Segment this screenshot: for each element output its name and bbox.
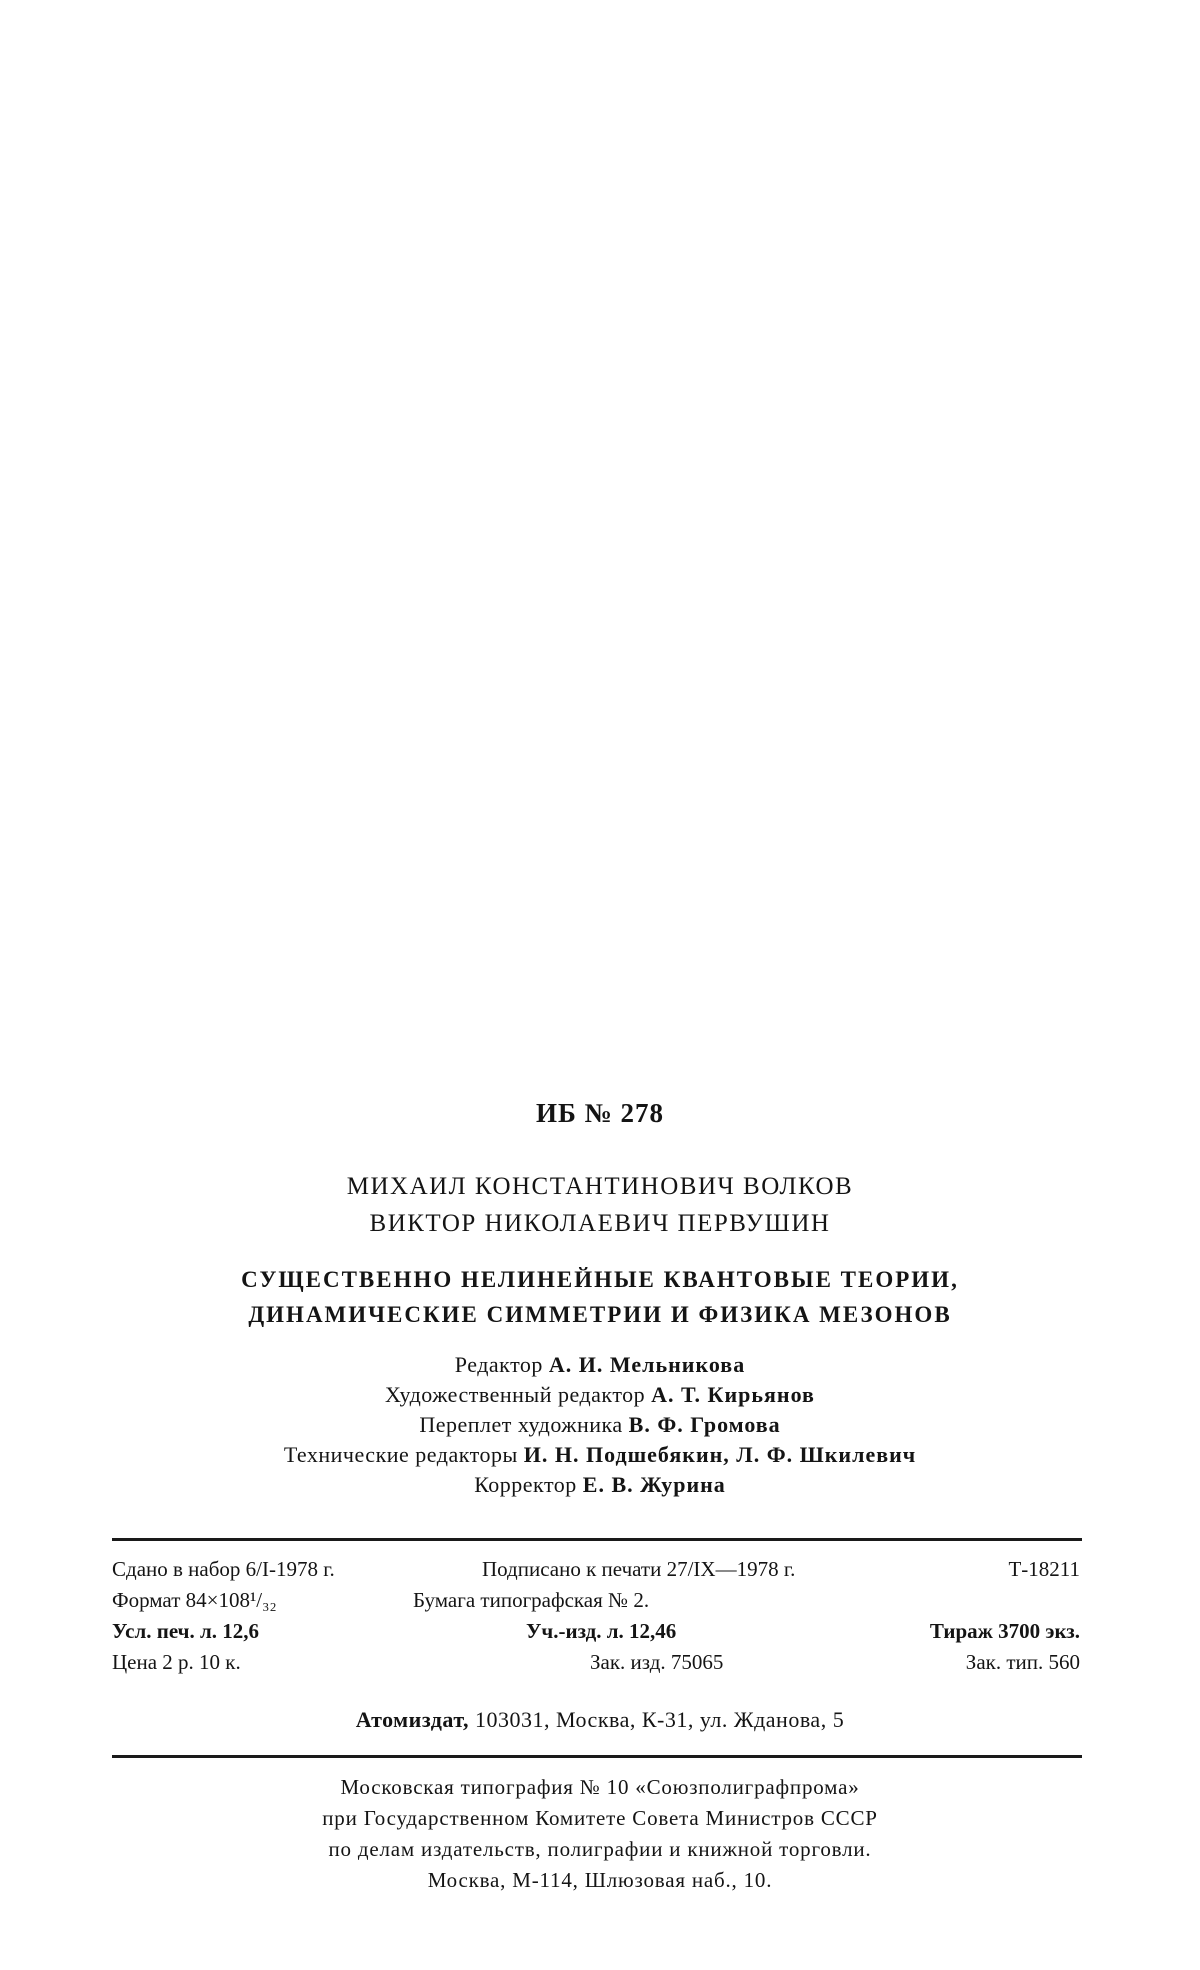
license-code: Т-18211 <box>1008 1557 1080 1581</box>
credit-role: Технические редакторы <box>283 1442 518 1467</box>
author-name: МИХАИЛ КОНСТАНТИНОВИЧ ВОЛКОВ <box>346 1173 854 1200</box>
printer-block <box>0 1772 1200 1896</box>
publisher-address: 103031, Москва, К-31, ул. Жданова, 5 <box>475 1707 845 1732</box>
credit-role: Редактор <box>454 1352 543 1377</box>
title-line: ДИНАМИЧЕСКИЕ СИММЕТРИИ И ФИЗИКА МЕЗОНОВ <box>248 1302 952 1327</box>
credit-role: Переплет художника <box>419 1412 623 1437</box>
paper-type: Бумага типографская № 2. <box>413 1588 650 1612</box>
bottom-divider <box>112 1755 1082 1758</box>
print-run: Тираж 3700 экз. <box>929 1619 1080 1643</box>
title-line: СУЩЕСТВЕННО НЕЛИНЕЙНЫЕ КВАНТОВЫЕ ТЕОРИИ, <box>241 1267 959 1292</box>
publisher-order: Зак. изд. 75065 <box>590 1650 724 1674</box>
credit-tech-editors <box>0 1440 1200 1470</box>
credit-proofreader <box>0 1470 1200 1500</box>
ib-number: ИБ № 278 <box>536 1098 664 1128</box>
publisher-sheets: Уч.-изд. л. 12,46 <box>526 1619 677 1643</box>
credit-person: А. И. Мельникова <box>548 1352 746 1377</box>
price: Цена 2 р. 10 к. <box>112 1650 241 1674</box>
printer-line: Московская типография № 10 «Союзполиграфпрома» <box>340 1775 860 1799</box>
credit-role: Корректор <box>474 1472 577 1497</box>
credit-art-editor <box>0 1380 1200 1410</box>
credit-editor <box>0 1350 1200 1380</box>
print-sign-date: Подписано к печати 27/IX—1978 г. <box>482 1557 796 1581</box>
printer-line: по делам издательств, полиграфии и книжной торговли. <box>328 1837 872 1861</box>
printer-line: при Государственном Комитете Совета Министров СССР <box>322 1806 878 1830</box>
publisher-name: Атомиздат, <box>355 1707 469 1732</box>
credit-person: А. Т. Кирьянов <box>651 1382 815 1407</box>
credit-person: Е. В. Журина <box>582 1472 726 1497</box>
typeset-date: Сдано в набор 6/I-1978 г. <box>112 1557 335 1581</box>
credit-person: И. Н. Подшебякин, Л. Ф. Шкилевич <box>523 1442 917 1467</box>
publisher-line <box>0 1707 1200 1733</box>
printer-line: Москва, М-114, Шлюзовая наб., 10. <box>427 1868 773 1892</box>
author-name: ВИКТОР НИКОЛАЕВИЧ ПЕРВУШИН <box>369 1210 831 1237</box>
book-title <box>0 1262 1200 1332</box>
credit-role: Художественный редактор <box>385 1382 646 1407</box>
credit-person: В. Ф. Громова <box>628 1412 781 1437</box>
authors-block <box>0 1168 1200 1242</box>
printed-sheets: Усл. печ. л. 12,6 <box>112 1619 260 1643</box>
top-divider <box>112 1538 1082 1541</box>
credit-binding-artist <box>0 1410 1200 1440</box>
print-order: Зак. тип. 560 <box>965 1650 1080 1674</box>
format: Формат 84×108¹/₃₂ <box>112 1588 277 1612</box>
